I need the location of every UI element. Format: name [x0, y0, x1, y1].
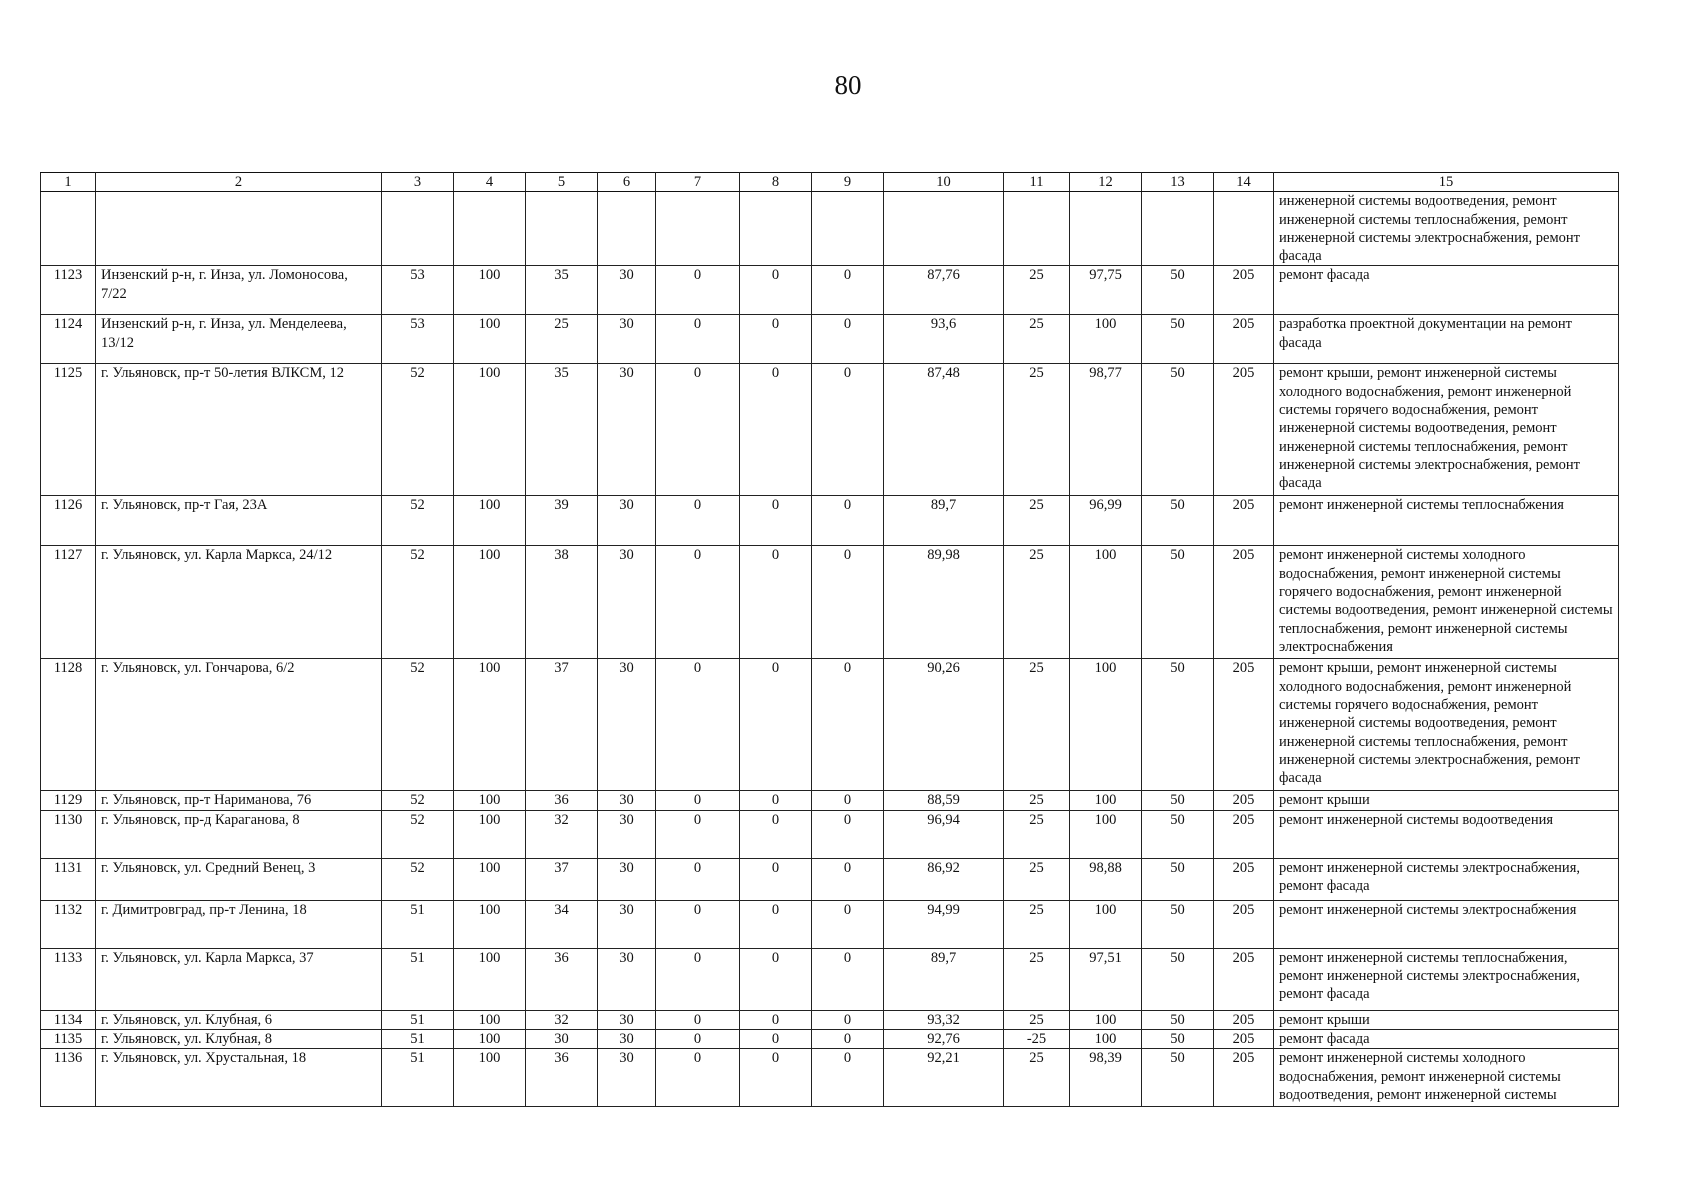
column-header: 10: [884, 173, 1004, 192]
column-header: 6: [598, 173, 656, 192]
col-4-value: 100: [454, 900, 526, 948]
col-6-value: 30: [598, 810, 656, 858]
work-description: разработка проектной документации на ремонт фасада: [1274, 315, 1619, 364]
col-6-value: 30: [598, 1010, 656, 1029]
col-12-value: 100: [1070, 1010, 1142, 1029]
col-3-value: 51: [382, 900, 454, 948]
row-number: 1132: [41, 900, 96, 948]
work-description: ремонт инженерной системы теплоснабжения, ремонт инженерной системы электроснабжения, ремонт фасада: [1274, 948, 1619, 1010]
col-7-value: 0: [656, 496, 740, 546]
col-11-value: 25: [1004, 1049, 1070, 1107]
column-header: 1: [41, 173, 96, 192]
col-9-value: 0: [812, 791, 884, 810]
col-11-value: 25: [1004, 266, 1070, 315]
col-6-value: 30: [598, 1049, 656, 1107]
row-number: 1135: [41, 1030, 96, 1049]
col-8-value: 0: [740, 496, 812, 546]
col-6-value: 30: [598, 266, 656, 315]
col-7-value: 0: [656, 791, 740, 810]
col-3-value: 51: [382, 1030, 454, 1049]
col-13-value: 50: [1142, 1010, 1214, 1029]
col-9-value: 0: [812, 1049, 884, 1107]
col-4-value: 100: [454, 315, 526, 364]
address: г. Ульяновск, пр-т Нариманова, 76: [96, 791, 382, 810]
page-number: 80: [834, 70, 862, 100]
table-row: [41, 791, 1619, 810]
row-number: 1131: [41, 858, 96, 900]
col-6-value: 30: [598, 315, 656, 364]
work-description: ремонт инженерной системы электроснабжения, ремонт фасада: [1274, 858, 1619, 900]
table-row: [41, 1030, 1619, 1049]
col-11-value: 25: [1004, 496, 1070, 546]
col-5-value: 37: [526, 858, 598, 900]
col-3-value: 52: [382, 546, 454, 659]
col-10-value: 86,92: [884, 858, 1004, 900]
col-8-value: 0: [740, 858, 812, 900]
work-description: ремонт крыши: [1274, 1010, 1619, 1029]
col-11-value: 25: [1004, 791, 1070, 810]
column-header: 12: [1070, 173, 1142, 192]
col-9-value: 0: [812, 546, 884, 659]
col-6-value: 30: [598, 791, 656, 810]
address: г. Ульяновск, ул. Средний Венец, 3: [96, 858, 382, 900]
column-header: 4: [454, 173, 526, 192]
work-description: ремонт инженерной системы электроснабжения: [1274, 900, 1619, 948]
col-8-value: 0: [740, 266, 812, 315]
col-12-value: 98,77: [1070, 364, 1142, 496]
col-7-value: 0: [656, 1030, 740, 1049]
col-14-value: 205: [1214, 1049, 1274, 1107]
col-3-value: 52: [382, 791, 454, 810]
col-6-value: 30: [598, 858, 656, 900]
col-13-value: 50: [1142, 546, 1214, 659]
row-number: 1136: [41, 1049, 96, 1107]
col-8-value: 0: [740, 659, 812, 791]
col-8-value: 0: [740, 546, 812, 659]
table-row: [41, 266, 1619, 315]
address: г. Ульяновск, ул. Карла Маркса, 37: [96, 948, 382, 1010]
col-8-value: 0: [740, 948, 812, 1010]
table-row: [41, 948, 1619, 1010]
col-10-value: 88,59: [884, 791, 1004, 810]
col-10-value: 87,48: [884, 364, 1004, 496]
col-12-value: 98,88: [1070, 858, 1142, 900]
table-row: [41, 315, 1619, 364]
col-11-value: 25: [1004, 810, 1070, 858]
col-13-value: 50: [1142, 900, 1214, 948]
col-11-value: 25: [1004, 900, 1070, 948]
col-7-value: 0: [656, 266, 740, 315]
col-5-value: 39: [526, 496, 598, 546]
col-3-value: 51: [382, 1010, 454, 1029]
col-14-value: 205: [1214, 858, 1274, 900]
col-5-value: 34: [526, 900, 598, 948]
col-10-value: 89,7: [884, 496, 1004, 546]
table-row: [41, 900, 1619, 948]
col-7-value: 0: [656, 315, 740, 364]
col-4-value: 100: [454, 266, 526, 315]
col-9-value: 0: [812, 266, 884, 315]
col-14-value: 205: [1214, 900, 1274, 948]
col-14-value: 205: [1214, 810, 1274, 858]
col-12-value: 97,75: [1070, 266, 1142, 315]
work-description: ремонт крыши: [1274, 791, 1619, 810]
work-description: ремонт фасада: [1274, 266, 1619, 315]
col-12-value: 100: [1070, 791, 1142, 810]
col-10-value: 96,94: [884, 810, 1004, 858]
col-13-value: 50: [1142, 496, 1214, 546]
col-14-value: 205: [1214, 315, 1274, 364]
row-number: 1125: [41, 364, 96, 496]
col-4-value: 100: [454, 1049, 526, 1107]
col-3-value: 52: [382, 496, 454, 546]
address: г. Ульяновск, ул. Карла Маркса, 24/12: [96, 546, 382, 659]
col-12-value: 100: [1070, 1030, 1142, 1049]
table-row: [41, 496, 1619, 546]
row-number: 1129: [41, 791, 96, 810]
col-7-value: 0: [656, 1010, 740, 1029]
col-6-value: 30: [598, 496, 656, 546]
row-number: 1123: [41, 266, 96, 315]
column-header: 3: [382, 173, 454, 192]
col-9-value: 0: [812, 659, 884, 791]
row-number: 1124: [41, 315, 96, 364]
col-14-value: 205: [1214, 1010, 1274, 1029]
col-9-value: 0: [812, 948, 884, 1010]
address: г. Ульяновск, ул. Клубная, 6: [96, 1010, 382, 1029]
work-description: ремонт инженерной системы водоотведения: [1274, 810, 1619, 858]
col-12-value: 98,39: [1070, 1049, 1142, 1107]
table-row: [41, 1010, 1619, 1029]
col-4-value: 100: [454, 948, 526, 1010]
col-5-value: 37: [526, 659, 598, 791]
address: г. Ульяновск, ул. Хрустальная, 18: [96, 1049, 382, 1107]
col-6-value: 30: [598, 948, 656, 1010]
table-row: [41, 659, 1619, 791]
col-11-value: 25: [1004, 546, 1070, 659]
col-6-value: 30: [598, 546, 656, 659]
col-9-value: 0: [812, 810, 884, 858]
address: г. Ульяновск, пр-д Караганова, 8: [96, 810, 382, 858]
col-7-value: 0: [656, 948, 740, 1010]
col-11-value: 25: [1004, 364, 1070, 496]
col-13-value: 50: [1142, 1049, 1214, 1107]
col-14-value: 205: [1214, 496, 1274, 546]
col-4-value: 100: [454, 810, 526, 858]
column-header: 8: [740, 173, 812, 192]
col-7-value: 0: [656, 900, 740, 948]
column-header: 14: [1214, 173, 1274, 192]
col-12-value: 100: [1070, 546, 1142, 659]
col-4-value: 100: [454, 791, 526, 810]
column-header: 11: [1004, 173, 1070, 192]
col-6-value: 30: [598, 364, 656, 496]
col-13-value: 50: [1142, 659, 1214, 791]
col-7-value: 0: [656, 1049, 740, 1107]
col-4-value: 100: [454, 858, 526, 900]
col-5-value: 30: [526, 1030, 598, 1049]
work-description: ремонт крыши, ремонт инженерной системы холодного водоснабжения, ремонт инженерной системы горячего водоснабжения, ремонт инженерной системы водоотведения, ремонт инженерной системы теплоснабжения, ремонт инженерной системы электроснабжения, ремонт фасада: [1274, 364, 1619, 496]
col-8-value: 0: [740, 364, 812, 496]
col-9-value: 0: [812, 1010, 884, 1029]
col-4-value: 100: [454, 364, 526, 496]
col-10-value: 94,99: [884, 900, 1004, 948]
column-header: 5: [526, 173, 598, 192]
table-row: [41, 810, 1619, 858]
col-12-value: 100: [1070, 810, 1142, 858]
col-13-value: 50: [1142, 1030, 1214, 1049]
col-12-value: 96,99: [1070, 496, 1142, 546]
row-number: 1130: [41, 810, 96, 858]
row-number: 1133: [41, 948, 96, 1010]
col-4-value: 100: [454, 496, 526, 546]
col-8-value: 0: [740, 1010, 812, 1029]
col-13-value: 50: [1142, 364, 1214, 496]
col-14-value: 205: [1214, 948, 1274, 1010]
col-12-value: 97,51: [1070, 948, 1142, 1010]
col-9-value: 0: [812, 315, 884, 364]
col-8-value: 0: [740, 315, 812, 364]
col-9-value: 0: [812, 364, 884, 496]
col-3-value: 53: [382, 315, 454, 364]
col-14-value: 205: [1214, 266, 1274, 315]
col-8-value: 0: [740, 1049, 812, 1107]
col-4-value: 100: [454, 659, 526, 791]
col-13-value: 50: [1142, 266, 1214, 315]
col-9-value: 0: [812, 858, 884, 900]
col-13-value: 50: [1142, 315, 1214, 364]
column-header: 9: [812, 173, 884, 192]
register-table: [40, 172, 1619, 1107]
col-10-value: 89,98: [884, 546, 1004, 659]
col-3-value: 52: [382, 810, 454, 858]
col-14-value: 205: [1214, 546, 1274, 659]
col-8-value: 0: [740, 810, 812, 858]
address: г. Ульяновск, пр-т 50-летия ВЛКСМ, 12: [96, 364, 382, 496]
col-5-value: 36: [526, 1049, 598, 1107]
col-11-value: 25: [1004, 858, 1070, 900]
work-description: ремонт инженерной системы холодного водоснабжения, ремонт инженерной системы горячего водоснабжения, ремонт инженерной системы водоотведения, ремонт инженерной системы теплоснабжения, ремонт инженерной системы электроснабжения: [1274, 546, 1619, 659]
work-description: ремонт фасада: [1274, 1030, 1619, 1049]
col-7-value: 0: [656, 659, 740, 791]
col-10-value: 93,6: [884, 315, 1004, 364]
col-13-value: 50: [1142, 858, 1214, 900]
col-5-value: 32: [526, 1010, 598, 1029]
col-3-value: 51: [382, 1049, 454, 1107]
address: Инзенский р-н, г. Инза, ул. Менделеева, 13/12: [96, 315, 382, 364]
col-12-value: 100: [1070, 900, 1142, 948]
col-3-value: 52: [382, 659, 454, 791]
col-3-value: 52: [382, 364, 454, 496]
col-3-value: 53: [382, 266, 454, 315]
col-5-value: 25: [526, 315, 598, 364]
col-5-value: 35: [526, 266, 598, 315]
column-header: 15: [1274, 173, 1619, 192]
col-14-value: 205: [1214, 364, 1274, 496]
col-5-value: 36: [526, 948, 598, 1010]
col-3-value: 52: [382, 858, 454, 900]
row-number: 1127: [41, 546, 96, 659]
col-11-value: 25: [1004, 659, 1070, 791]
col-3-value: 51: [382, 948, 454, 1010]
col-7-value: 0: [656, 810, 740, 858]
address: г. Ульяновск, ул. Клубная, 8: [96, 1030, 382, 1049]
col-13-value: 50: [1142, 791, 1214, 810]
work-description: ремонт инженерной системы холодного водоснабжения, ремонт инженерной системы водоотведения, ремонт инженерной системы: [1274, 1049, 1619, 1107]
col-10-value: 92,76: [884, 1030, 1004, 1049]
col-10-value: 92,21: [884, 1049, 1004, 1107]
col-9-value: 0: [812, 900, 884, 948]
work-description: ремонт крыши, ремонт инженерной системы холодного водоснабжения, ремонт инженерной системы горячего водоснабжения, ремонт инженерной системы водоотведения, ремонт инженерной системы теплоснабжения, ремонт инженерной системы электроснабжения, ремонт фасада: [1274, 659, 1619, 791]
row-number: 1126: [41, 496, 96, 546]
col-14-value: 205: [1214, 791, 1274, 810]
col-14-value: 205: [1214, 659, 1274, 791]
table-row: [41, 364, 1619, 496]
col-4-value: 100: [454, 1030, 526, 1049]
column-header: 2: [96, 173, 382, 192]
col-13-value: 50: [1142, 810, 1214, 858]
col-6-value: 30: [598, 659, 656, 791]
header-row: [41, 173, 1619, 192]
col-4-value: 100: [454, 1010, 526, 1029]
col-10-value: 89,7: [884, 948, 1004, 1010]
col-5-value: 36: [526, 791, 598, 810]
table-row: [41, 1049, 1619, 1107]
col-7-value: 0: [656, 364, 740, 496]
table-row: [41, 858, 1619, 900]
col-7-value: 0: [656, 858, 740, 900]
address: г. Ульяновск, ул. Гончарова, 6/2: [96, 659, 382, 791]
col-10-value: 90,26: [884, 659, 1004, 791]
col-5-value: 38: [526, 546, 598, 659]
col-8-value: 0: [740, 900, 812, 948]
col-11-value: 25: [1004, 1010, 1070, 1029]
col-5-value: 32: [526, 810, 598, 858]
address: г. Ульяновск, пр-т Гая, 23А: [96, 496, 382, 546]
col-5-value: 35: [526, 364, 598, 496]
col-12-value: 100: [1070, 659, 1142, 791]
col-9-value: 0: [812, 496, 884, 546]
col-11-value: -25: [1004, 1030, 1070, 1049]
work-description: ремонт инженерной системы теплоснабжения: [1274, 496, 1619, 546]
row-number: 1128: [41, 659, 96, 791]
col-7-value: 0: [656, 546, 740, 659]
col-6-value: 30: [598, 900, 656, 948]
col-14-value: 205: [1214, 1030, 1274, 1049]
col-10-value: 87,76: [884, 266, 1004, 315]
address: г. Димитровград, пр-т Ленина, 18: [96, 900, 382, 948]
col-13-value: 50: [1142, 948, 1214, 1010]
continuation-row: [41, 192, 1619, 266]
col-6-value: 30: [598, 1030, 656, 1049]
col-8-value: 0: [740, 1030, 812, 1049]
address: Инзенский р-н, г. Инза, ул. Ломоносова, 7/22: [96, 266, 382, 315]
col-11-value: 25: [1004, 315, 1070, 364]
column-header: 13: [1142, 173, 1214, 192]
col-10-value: 93,32: [884, 1010, 1004, 1029]
row-number: 1134: [41, 1010, 96, 1029]
column-header: 7: [656, 173, 740, 192]
col-8-value: 0: [740, 791, 812, 810]
col-4-value: 100: [454, 546, 526, 659]
work-description: инженерной системы водоотведения, ремонт инженерной системы теплоснабжения, ремонт инженерной системы электроснабжения, ремонт фасада: [1274, 192, 1619, 266]
col-12-value: 100: [1070, 315, 1142, 364]
col-11-value: 25: [1004, 948, 1070, 1010]
table-row: [41, 546, 1619, 659]
col-9-value: 0: [812, 1030, 884, 1049]
